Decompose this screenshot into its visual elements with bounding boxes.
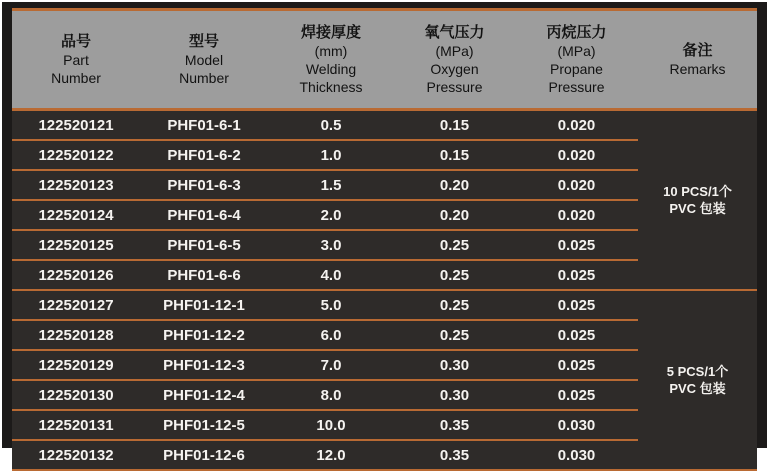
- remarks-group-1-line-2: PVC 包装: [669, 201, 726, 216]
- table-frame: [2, 2, 767, 464]
- cell-thickness: 5.0: [268, 290, 394, 320]
- cell-part: 122520132: [12, 440, 140, 470]
- header-welding-thickness: [268, 10, 394, 110]
- header-model-en2: Number: [179, 70, 229, 86]
- cell-oxygen: 0.20: [394, 170, 515, 200]
- header-propane-en2: Propane: [550, 61, 603, 77]
- cell-model: PHF01-12-1: [140, 290, 268, 320]
- cell-model: PHF01-12-2: [140, 320, 268, 350]
- cell-thickness: 12.0: [268, 440, 394, 470]
- header-propane-en1: (MPa): [557, 43, 596, 59]
- cell-thickness: 1.0: [268, 140, 394, 170]
- table-header: [12, 10, 757, 110]
- header-model-number: [140, 10, 268, 110]
- cell-thickness: 3.0: [268, 230, 394, 260]
- cell-thickness: 6.0: [268, 320, 394, 350]
- cell-model: PHF01-6-4: [140, 200, 268, 230]
- cell-oxygen: 0.20: [394, 200, 515, 230]
- cell-model: PHF01-12-3: [140, 350, 268, 380]
- cell-part: 122520124: [12, 200, 140, 230]
- cell-propane: 0.025: [515, 260, 638, 290]
- cell-oxygen: 0.25: [394, 320, 515, 350]
- header-thickness-en2: Welding: [305, 61, 357, 77]
- cell-propane: 0.020: [515, 110, 638, 141]
- header-oxygen-zh: 氧气压力: [424, 24, 485, 41]
- cell-part: 122520122: [12, 140, 140, 170]
- header-thickness-zh: 焊接厚度: [300, 24, 361, 41]
- cell-model: PHF01-6-5: [140, 230, 268, 260]
- cell-propane: 0.020: [515, 170, 638, 200]
- cell-part: 122520121: [12, 110, 140, 141]
- header-row: [12, 10, 757, 110]
- cell-thickness: 8.0: [268, 380, 394, 410]
- cell-oxygen: 0.25: [394, 290, 515, 320]
- header-thickness-en1: (mm): [314, 43, 348, 59]
- cell-thickness: 0.5: [268, 110, 394, 141]
- remarks-group-2-line-1: 5 PCS/1个: [666, 364, 729, 379]
- cell-part: 122520129: [12, 350, 140, 380]
- header-propane-zh: 丙烷压力: [546, 24, 607, 41]
- cell-thickness: 7.0: [268, 350, 394, 380]
- table-inner: [12, 8, 757, 464]
- spec-table: [12, 8, 757, 471]
- cell-part: 122520125: [12, 230, 140, 260]
- cell-model: PHF01-12-4: [140, 380, 268, 410]
- cell-oxygen: 0.25: [394, 260, 515, 290]
- header-model-zh: 型号: [188, 33, 219, 50]
- cell-model: PHF01-12-5: [140, 410, 268, 440]
- cell-model: PHF01-6-2: [140, 140, 268, 170]
- table-row: [12, 110, 757, 141]
- cell-oxygen: 0.30: [394, 350, 515, 380]
- header-part-en1: Part: [63, 52, 89, 68]
- table-body: [12, 110, 757, 471]
- cell-propane: 0.030: [515, 410, 638, 440]
- cell-oxygen: 0.15: [394, 110, 515, 141]
- header-part-number: [12, 10, 140, 110]
- cell-propane: 0.025: [515, 230, 638, 260]
- cell-propane: 0.025: [515, 320, 638, 350]
- cell-part: 122520123: [12, 170, 140, 200]
- cell-part: 122520130: [12, 380, 140, 410]
- table-row: [12, 290, 757, 320]
- cell-oxygen: 0.25: [394, 230, 515, 260]
- header-remarks-en1: Remarks: [669, 61, 726, 77]
- cell-remarks-group-1: [638, 110, 757, 291]
- header-oxygen-en1: (MPa): [435, 43, 474, 59]
- header-oxygen-en3: Pressure: [426, 79, 483, 95]
- header-part-zh: 品号: [60, 33, 91, 50]
- header-oxygen-pressure: [394, 10, 515, 110]
- cell-model: PHF01-6-6: [140, 260, 268, 290]
- header-part-en2: Number: [51, 70, 101, 86]
- cell-part: 122520131: [12, 410, 140, 440]
- cell-propane: 0.025: [515, 380, 638, 410]
- header-propane-en3: Pressure: [548, 79, 605, 95]
- header-model-en1: Model: [184, 52, 224, 68]
- header-oxygen-en2: Oxygen: [430, 61, 479, 77]
- remarks-group-2-line-2: PVC 包装: [669, 381, 726, 396]
- cell-thickness: 2.0: [268, 200, 394, 230]
- cell-oxygen: 0.35: [394, 410, 515, 440]
- cell-propane: 0.020: [515, 200, 638, 230]
- header-propane-pressure: [515, 10, 638, 110]
- cell-thickness: 4.0: [268, 260, 394, 290]
- cell-part: 122520126: [12, 260, 140, 290]
- cell-propane: 0.025: [515, 290, 638, 320]
- cell-thickness: 1.5: [268, 170, 394, 200]
- cell-oxygen: 0.15: [394, 140, 515, 170]
- cell-part: 122520128: [12, 320, 140, 350]
- remarks-group-1-line-1: 10 PCS/1个: [663, 184, 732, 199]
- cell-model: PHF01-6-1: [140, 110, 268, 141]
- header-remarks-zh: 备注: [682, 42, 713, 59]
- cell-propane: 0.025: [515, 350, 638, 380]
- cell-propane: 0.030: [515, 440, 638, 470]
- cell-oxygen: 0.30: [394, 380, 515, 410]
- cell-propane: 0.020: [515, 140, 638, 170]
- cell-oxygen: 0.35: [394, 440, 515, 470]
- header-remarks: [638, 10, 757, 110]
- cell-model: PHF01-6-3: [140, 170, 268, 200]
- cell-remarks-group-2: [638, 290, 757, 470]
- cell-thickness: 10.0: [268, 410, 394, 440]
- cell-model: PHF01-12-6: [140, 440, 268, 470]
- cell-part: 122520127: [12, 290, 140, 320]
- header-thickness-en3: Thickness: [299, 79, 363, 95]
